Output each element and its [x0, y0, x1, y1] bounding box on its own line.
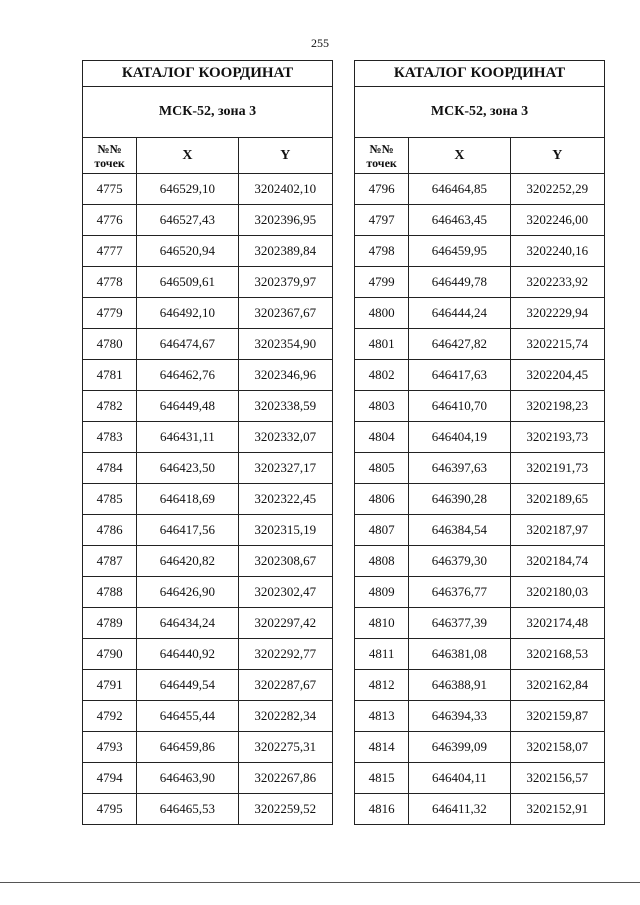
y-cell: 3202162,84: [510, 670, 604, 701]
x-cell: 646394,33: [409, 701, 510, 732]
table-row: [83, 639, 333, 670]
x-cell: 646434,24: [137, 608, 238, 639]
table-row: [83, 701, 333, 732]
table-row: [83, 236, 333, 267]
point-number-cell: 4775: [83, 174, 137, 205]
point-number-cell: 4812: [355, 670, 409, 701]
y-cell: 3202174,48: [510, 608, 604, 639]
x-cell: 646527,43: [137, 205, 238, 236]
x-cell: 646420,82: [137, 546, 238, 577]
y-cell: 3202267,86: [238, 763, 332, 794]
y-cell: 3202315,19: [238, 515, 332, 546]
y-cell: 3202332,07: [238, 422, 332, 453]
point-number-cell: 4791: [83, 670, 137, 701]
x-cell: 646463,90: [137, 763, 238, 794]
y-cell: 3202292,77: [238, 639, 332, 670]
table-row: [355, 267, 605, 298]
point-number-cell: 4803: [355, 391, 409, 422]
y-cell: 3202184,74: [510, 546, 604, 577]
header-x: X: [409, 138, 510, 174]
x-cell: 646459,95: [409, 236, 510, 267]
y-cell: 3202379,97: [238, 267, 332, 298]
table-row: [355, 484, 605, 515]
table-row: [355, 794, 605, 825]
table-row: [355, 205, 605, 236]
point-number-cell: 4778: [83, 267, 137, 298]
y-cell: 3202159,87: [510, 701, 604, 732]
header-x: X: [137, 138, 238, 174]
y-cell: 3202156,57: [510, 763, 604, 794]
point-number-cell: 4788: [83, 577, 137, 608]
point-number-cell: 4806: [355, 484, 409, 515]
table-row: [83, 608, 333, 639]
y-cell: 3202297,42: [238, 608, 332, 639]
y-cell: 3202338,59: [238, 391, 332, 422]
x-cell: 646410,70: [409, 391, 510, 422]
x-cell: 646449,78: [409, 267, 510, 298]
page-bottom-rule: [0, 882, 640, 883]
point-number-cell: 4816: [355, 794, 409, 825]
point-number-cell: 4782: [83, 391, 137, 422]
x-cell: 646449,54: [137, 670, 238, 701]
y-cell: 3202259,52: [238, 794, 332, 825]
x-cell: 646431,11: [137, 422, 238, 453]
x-cell: 646427,82: [409, 329, 510, 360]
point-number-cell: 4781: [83, 360, 137, 391]
x-cell: 646426,90: [137, 577, 238, 608]
point-number-cell: 4784: [83, 453, 137, 484]
table-row: [83, 360, 333, 391]
table-row: [83, 546, 333, 577]
x-cell: 646397,63: [409, 453, 510, 484]
table-row: [355, 453, 605, 484]
point-number-cell: 4805: [355, 453, 409, 484]
point-number-cell: 4795: [83, 794, 137, 825]
header-y: Y: [238, 138, 332, 174]
table-row: [83, 174, 333, 205]
table-row: [83, 484, 333, 515]
x-cell: 646440,92: [137, 639, 238, 670]
point-number-cell: 4802: [355, 360, 409, 391]
point-number-cell: 4798: [355, 236, 409, 267]
x-cell: 646509,61: [137, 267, 238, 298]
table-row: [83, 577, 333, 608]
x-cell: 646411,32: [409, 794, 510, 825]
y-cell: 3202308,67: [238, 546, 332, 577]
x-cell: 646417,63: [409, 360, 510, 391]
x-cell: 646417,56: [137, 515, 238, 546]
y-cell: 3202252,29: [510, 174, 604, 205]
table-row: [355, 701, 605, 732]
x-cell: 646404,19: [409, 422, 510, 453]
point-number-cell: 4799: [355, 267, 409, 298]
y-cell: 3202198,23: [510, 391, 604, 422]
table-body: [83, 174, 333, 825]
coordinate-table-right: [354, 60, 605, 825]
y-cell: 3202240,16: [510, 236, 604, 267]
y-cell: 3202168,53: [510, 639, 604, 670]
point-number-cell: 4809: [355, 577, 409, 608]
table-row: [83, 453, 333, 484]
zone-label: МСК-52, зона 3: [355, 87, 605, 138]
table-row: [83, 515, 333, 546]
x-cell: 646423,50: [137, 453, 238, 484]
x-cell: 646379,30: [409, 546, 510, 577]
table-row: [355, 577, 605, 608]
point-number-cell: 4783: [83, 422, 137, 453]
point-number-cell: 4810: [355, 608, 409, 639]
point-number-cell: 4800: [355, 298, 409, 329]
point-number-cell: 4811: [355, 639, 409, 670]
x-cell: 646520,94: [137, 236, 238, 267]
point-number-cell: 4815: [355, 763, 409, 794]
y-cell: 3202287,67: [238, 670, 332, 701]
table-row: [355, 546, 605, 577]
point-number-cell: 4779: [83, 298, 137, 329]
zone-label: МСК-52, зона 3: [83, 87, 333, 138]
table-row: [355, 329, 605, 360]
y-cell: 3202302,47: [238, 577, 332, 608]
x-cell: 646464,85: [409, 174, 510, 205]
table-row: [355, 360, 605, 391]
table-row: [355, 422, 605, 453]
table-row: [355, 639, 605, 670]
table-row: [83, 763, 333, 794]
y-cell: 3202354,90: [238, 329, 332, 360]
y-cell: 3202233,92: [510, 267, 604, 298]
x-cell: 646376,77: [409, 577, 510, 608]
y-cell: 3202246,00: [510, 205, 604, 236]
table-row: [83, 298, 333, 329]
point-number-cell: 4790: [83, 639, 137, 670]
y-cell: 3202346,96: [238, 360, 332, 391]
table-row: [355, 391, 605, 422]
table-row: [355, 608, 605, 639]
y-cell: 3202275,31: [238, 732, 332, 763]
table-row: [83, 794, 333, 825]
point-number-cell: 4780: [83, 329, 137, 360]
x-cell: 646465,53: [137, 794, 238, 825]
table-row: [355, 298, 605, 329]
y-cell: 3202193,73: [510, 422, 604, 453]
page-number: 255: [311, 36, 329, 50]
x-cell: 646381,08: [409, 639, 510, 670]
table-row: [355, 236, 605, 267]
point-number-cell: 4794: [83, 763, 137, 794]
table-row: [83, 732, 333, 763]
point-number-cell: 4804: [355, 422, 409, 453]
x-cell: 646492,10: [137, 298, 238, 329]
x-cell: 646399,09: [409, 732, 510, 763]
header-point-number: №№ точек: [83, 138, 137, 174]
x-cell: 646463,45: [409, 205, 510, 236]
table-row: [355, 670, 605, 701]
point-number-cell: 4792: [83, 701, 137, 732]
y-cell: 3202327,17: [238, 453, 332, 484]
table-row: [83, 391, 333, 422]
table-row: [355, 515, 605, 546]
point-number-cell: 4801: [355, 329, 409, 360]
y-cell: 3202189,65: [510, 484, 604, 515]
point-number-cell: 4786: [83, 515, 137, 546]
x-cell: 646377,39: [409, 608, 510, 639]
point-number-cell: 4814: [355, 732, 409, 763]
point-number-cell: 4807: [355, 515, 409, 546]
y-cell: 3202180,03: [510, 577, 604, 608]
point-number-cell: 4797: [355, 205, 409, 236]
y-cell: 3202367,67: [238, 298, 332, 329]
x-cell: 646390,28: [409, 484, 510, 515]
y-cell: 3202322,45: [238, 484, 332, 515]
point-number-cell: 4787: [83, 546, 137, 577]
y-cell: 3202204,45: [510, 360, 604, 391]
x-cell: 646404,11: [409, 763, 510, 794]
x-cell: 646459,86: [137, 732, 238, 763]
point-number-cell: 4777: [83, 236, 137, 267]
y-cell: 3202187,97: [510, 515, 604, 546]
point-number-cell: 4789: [83, 608, 137, 639]
x-cell: 646444,24: [409, 298, 510, 329]
x-cell: 646418,69: [137, 484, 238, 515]
y-cell: 3202389,84: [238, 236, 332, 267]
table-row: [83, 267, 333, 298]
table-row: [355, 174, 605, 205]
header-point-number: №№ точек: [355, 138, 409, 174]
point-number-cell: 4793: [83, 732, 137, 763]
x-cell: 646455,44: [137, 701, 238, 732]
x-cell: 646388,91: [409, 670, 510, 701]
table-row: [83, 422, 333, 453]
table-row: [355, 763, 605, 794]
table-row: [83, 670, 333, 701]
table-row: [355, 732, 605, 763]
table-body: [355, 174, 605, 825]
header-y: Y: [510, 138, 604, 174]
coordinate-table-left: [82, 60, 333, 825]
point-number-cell: 4808: [355, 546, 409, 577]
point-number-cell: 4796: [355, 174, 409, 205]
catalog-title: КАТАЛОГ КООРДИНАТ: [83, 61, 333, 87]
y-cell: 3202152,91: [510, 794, 604, 825]
catalog-title: КАТАЛОГ КООРДИНАТ: [355, 61, 605, 87]
x-cell: 646462,76: [137, 360, 238, 391]
table-row: [83, 205, 333, 236]
x-cell: 646384,54: [409, 515, 510, 546]
y-cell: 3202158,07: [510, 732, 604, 763]
y-cell: 3202191,73: [510, 453, 604, 484]
x-cell: 646529,10: [137, 174, 238, 205]
table-row: [83, 329, 333, 360]
y-cell: 3202215,74: [510, 329, 604, 360]
y-cell: 3202282,34: [238, 701, 332, 732]
y-cell: 3202402,10: [238, 174, 332, 205]
x-cell: 646449,48: [137, 391, 238, 422]
x-cell: 646474,67: [137, 329, 238, 360]
point-number-cell: 4776: [83, 205, 137, 236]
y-cell: 3202229,94: [510, 298, 604, 329]
point-number-cell: 4813: [355, 701, 409, 732]
point-number-cell: 4785: [83, 484, 137, 515]
y-cell: 3202396,95: [238, 205, 332, 236]
